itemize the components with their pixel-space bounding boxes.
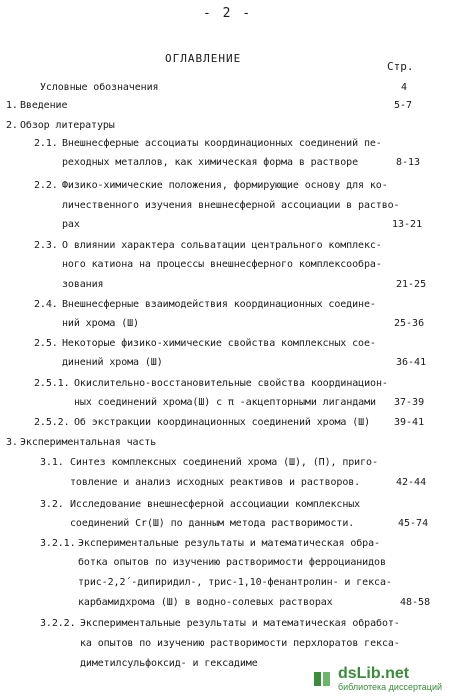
toc-entry-number: 2.2. (34, 180, 58, 191)
toc-entry-number: 2.5.2. (34, 417, 70, 428)
toc-entry-text: ного катиона на процессы внешнесферного комплексообра- (62, 259, 382, 270)
toc-entry-text: Синтез комплексных соединений хрома (Ш), (П), приго- (70, 457, 378, 468)
toc-entry-page: 48-58 (400, 597, 431, 608)
toc-entry-page: 36-41 (396, 357, 427, 368)
toc-entry-number: 2.5.1. (34, 378, 70, 389)
toc-entry-text: ний хрома (Ш) (62, 318, 139, 329)
toc-entry-page: 8-13 (396, 157, 421, 168)
toc-entry-text: Обзор литературы (20, 120, 115, 131)
toc-entry-text: динений хрома (Ш) (62, 357, 163, 368)
toc-entry-number: 3.1. (40, 457, 64, 468)
watermark (312, 666, 442, 692)
toc-entry-text: Внешнесферные ассоциаты координационных соединений пе- (62, 138, 382, 149)
toc-entry-text: реходных металлов, как химическая форма в растворе (62, 157, 359, 168)
toc-entry-number: 2.5. (34, 338, 58, 349)
toc-entry-page: 4 (401, 82, 408, 93)
toc-entry-number: 3.2.1. (40, 538, 76, 549)
toc-entry-number: 3.2. (40, 499, 64, 510)
toc-entry-number: 2. (6, 120, 18, 131)
toc-entry-text: Некоторые физико-химические свойства комплексных сое- (62, 338, 376, 349)
toc-entry-text: ных соединений хрома(Ш) с π -акцепторными лигандами (74, 397, 376, 408)
toc-entry-text: Окислительно-восстановительные свойства координацион- (74, 378, 388, 389)
toc-entry-page: 39-41 (394, 417, 425, 428)
toc-entry-page: 45-74 (398, 518, 429, 529)
toc-entry-page: 37-39 (394, 397, 425, 408)
toc-entry-page: 21-25 (396, 279, 427, 290)
toc-entry-text: ботка опытов по изучению растворимости ферроцианидов (78, 557, 386, 568)
toc-entry-page: 25-36 (394, 318, 425, 329)
toc-entry-number: 2.4. (34, 299, 58, 310)
toc-title: ОГЛАВЛЕНИЕ (165, 52, 242, 65)
toc-entry-text: диметилсульфоксид- и гексадиме (80, 658, 258, 669)
toc-entry-text: Экспериментальные результаты и математическая обра- (78, 538, 380, 549)
toc-entry-text: О влиянии характера сольватации центрального комплекс- (62, 240, 382, 251)
toc-entry-number: 1. (6, 100, 18, 111)
toc-entry-page: 5-7 (394, 100, 413, 111)
toc-entry-number: 3.2.2. (40, 618, 76, 629)
toc-entry-page: 13-21 (392, 219, 423, 230)
toc-entry-text: Внешнесферные взаимодействия координационных соедине- (62, 299, 376, 310)
toc-entry-page: 42-44 (396, 477, 427, 488)
toc-entry-text: соединений Cr(Ш) по данным метода растворимости. (70, 518, 355, 529)
toc-entry-text: Физико-химические положения, формирующие основу для ко- (62, 180, 388, 191)
watermark-logo: dsLib.net (337, 665, 410, 682)
page-column-label: Стр. (387, 60, 414, 73)
toc-entry-text: ка опытов по изучению растворимости перхлоратов гекса- (80, 638, 400, 649)
toc-entry-text: Экспериментальные результаты и математическая обработ- (80, 618, 400, 629)
toc-entry-text: Исследование внешнесферной ассоциации комплексных (70, 499, 361, 510)
watermark-caption: библиотека диссертаций (337, 682, 442, 692)
toc-entry-text: Об экстракции координационных соединений хрома (Ш) (74, 417, 371, 428)
toc-entry-number: 2.3. (34, 240, 58, 251)
toc-entry-text: товление и анализ исходных реактивов и растворов. (70, 477, 361, 488)
toc-entry-number: 3. (6, 437, 18, 448)
toc-entry-text: рах (62, 219, 80, 230)
toc-entry-number: 2.1. (34, 138, 58, 149)
toc-entry-text: Условные обозначения (40, 82, 159, 93)
toc-entry-text: Введение (20, 100, 68, 111)
page-number: - 2 - (203, 6, 253, 21)
toc-entry-text: карбамидхрома (Ш) в водно-солевых растворах (78, 597, 333, 608)
toc-entry-text: зования (62, 279, 104, 290)
toc-entry-text: трис-2,2´-дипиридил-, трис-1,10-фенантролин- и гекса- (78, 577, 392, 588)
toc-entry-text: Экспериментальная часть (20, 437, 157, 448)
book-icon (312, 669, 332, 689)
toc-entry-text: личественного изучения внешнесферной ассоциации в раство- (62, 200, 400, 211)
